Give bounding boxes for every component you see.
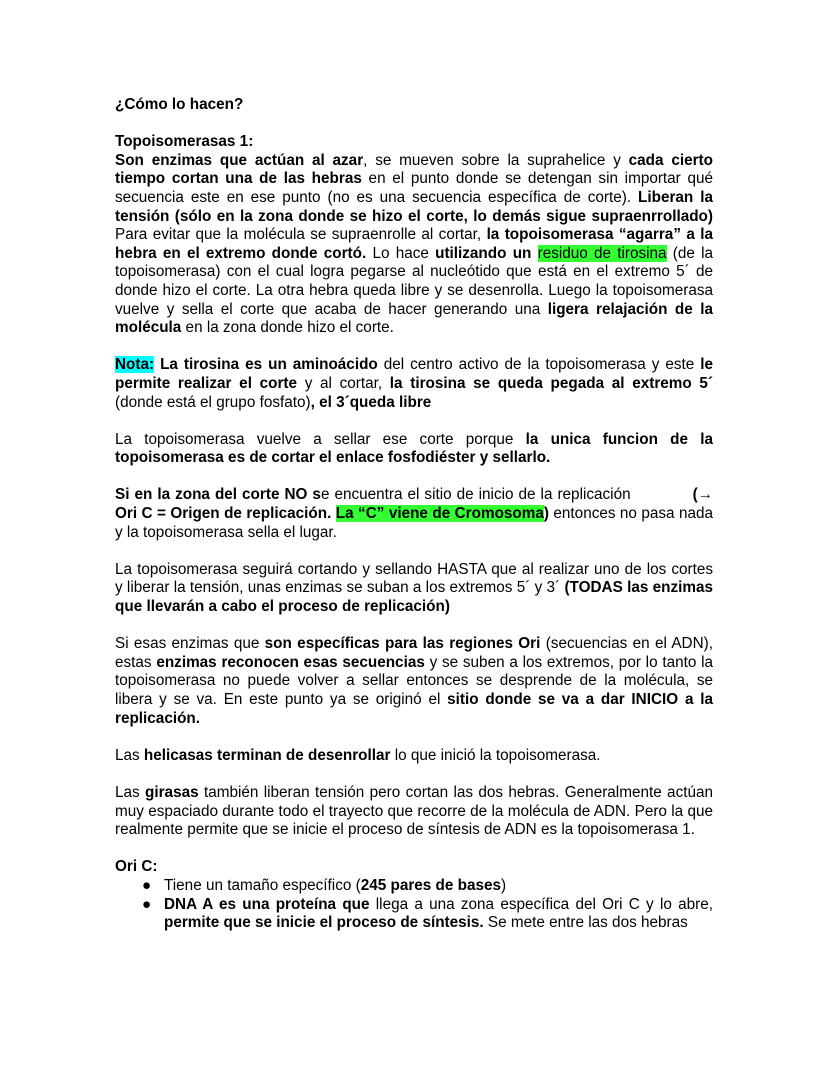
nota-paragraph: Nota: La tirosina es un aminoácido del centro activo de la topoisomerasa y este le permite realizar el corte y al cortar, la tirosina se queda pegada al extremo 5´ (donde está el grupo fosfato), el 3´queda libre: [115, 356, 714, 411]
document-body: [115, 96, 713, 933]
list-item: ● Tiene un tamaño específico (245 pares de bases): [142, 876, 507, 894]
helicasas-paragraph: Las helicasas terminan de desenrollar lo que inició la topoisomerasa.: [115, 746, 601, 764]
section-heading: ¿Cómo lo hacen?: [115, 96, 244, 113]
list-item: ● DNA A es una proteína que llega a una zona específica del Ori C y lo abre, permite que se inicie el proceso de síntesis. Se mete entre las dos hebras: [142, 895, 713, 932]
ori-paragraph: Si en la zona del corte NO se encuentra el sitio de inicio de la replicación (→ Ori C = Origen de replicación. La “C” viene de Cromosoma) entonces no pasa nada y la topoisomerasa sella el lugar.: [115, 486, 713, 541]
oric-title: Ori C:: [115, 858, 158, 876]
highlight-cromosoma: La “C” viene de Cromosoma: [335, 505, 544, 523]
oric-list: [115, 877, 713, 933]
girasas-paragraph: Las girasas también liberan tensión pero cortan las dos hebras. Generalmente actúan muy espaciado durante todo el trayecto que recorre de la molécula de ADN. Pero la que realmente permite que se inicie el proceso de síntesis de ADN es la topoisomerasa 1.: [115, 783, 713, 839]
corte-paragraph: La topoisomerasa seguirá cortando y sellando HASTA que al realizar uno de los cortes y liberar la tensión, unas enzimas se suban a los extremos 5´ y 3´ (TODAS las enzimas que llevarán a cabo el proceso de replicación): [115, 560, 713, 616]
sellado-paragraph: La topoisomerasa vuelve a sellar ese corte porque la unica funcion de la topoisomerasa es de cortar el enlace fosfodiéster y sellarlo.: [115, 430, 713, 467]
bullet-icon: ●: [142, 895, 152, 913]
topo1-paragraph: Son enzimas que actúan al azar, se mueven sobre la suprahelice y cada cierto tiempo cortan una de las hebras en el punto donde se detengan sin importar qué secuencia este en ese punto (no es una secuencia específica de corte). Liberan la tensión (sólo en la zona donde se hizo el corte, lo demás sigue supraenrrollado) Para evitar que la molécula se supraenrolle al cortar, la topoisomerasa “agarra” a la hebra en el extremo donde cortó. Lo hace utilizando un residuo de tirosina (de la topoisomerasa) con el cual logra pegarse al nucleótido que está en el extremo 5´ de donde hizo el corte. La otra hebra queda libre y se desenrolla. Luego la topoisomerasa vuelve y sella el corte que acaba de hacer generando una ligera relajación de la molécula en la zona donde hizo el corte.: [115, 151, 713, 337]
topo1-title: Topoisomerasas 1:: [115, 133, 254, 151]
bullet-icon: ●: [142, 876, 152, 894]
nota-label: Nota:: [115, 356, 155, 374]
highlight-residuo-tirosina: residuo de tirosina: [537, 244, 667, 262]
enzimas-paragraph: Si esas enzimas que son específicas para las regiones Ori (secuencias en el ADN), estas enzimas reconocen esas secuencias y se suben a los extremos, por lo tanto la topoisomerasa no puede volver a sellar entonces se desprende de la molécula, se libera y se va. En este punto ya se originó el sitio donde se va a dar INICIO a la replicación.: [115, 635, 714, 727]
